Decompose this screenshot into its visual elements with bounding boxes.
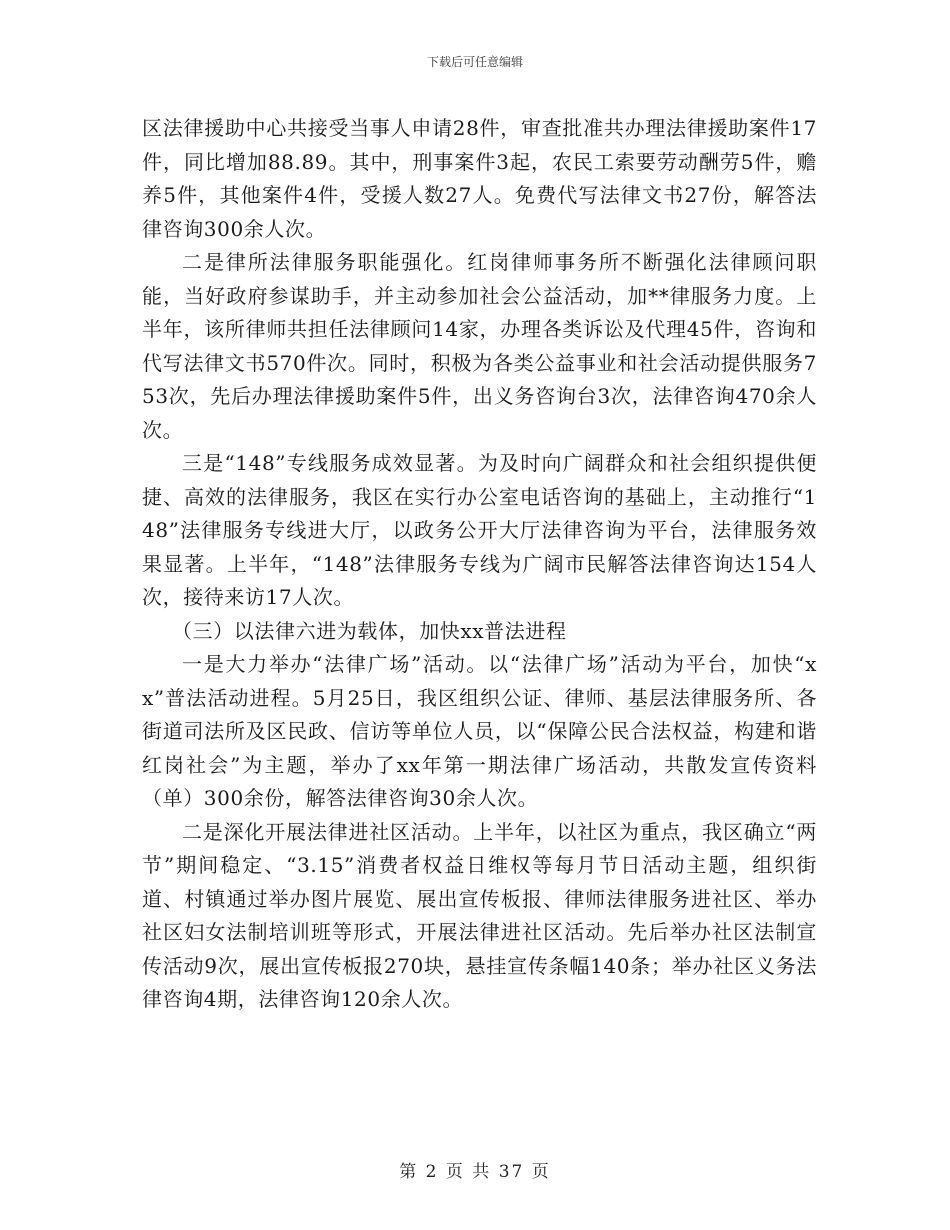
page-footer-number: 第 2 页 共 37 页 [399, 1162, 551, 1182]
paragraph-148-hotline: 三是“148”专线服务成效显著。为及时向广阔群众和社会组织提供便捷、高效的法律服务，我区在实行办公室电话咨询的基础上，主动推行“148”法律服务专线进大厅，以政务公开大厅法律咨询为平台，法律服务效果显著。上半年，“148”法律服务专线为广阔市民解答法律咨询达154人次，接待来访17人次。 [142, 451, 817, 609]
paragraph-legal-aid-center: 区法律援助中心共接受当事人申请28件，审查批准共办理法律援助案件17件，同比增加88.89。其中，刑事案件3起，农民工索要劳动酬劳5件，赡养5件，其他案件4件，受援人数27人。免费代写法律文书27份，解答法律咨询300余人次。 [142, 116, 817, 241]
paragraph-law-square: 一是大力举办“法律广场”活动。以“法律广场”活动为平台，加快“xx”普法活动进程。5月25日，我区组织公证、律师、基层法律服务所、各街道司法所及区民政、信访等单位人员，以“保障公民合法权益，构建和谐红岗社会”为主题，举办了xx年第一期法律广场活动，共散发宣传资料（单）300余份，解答法律咨询30余人次。 [142, 652, 817, 810]
page-header-note: 下载后可任意编辑 [426, 55, 523, 69]
document-body [142, 112, 817, 1017]
paragraph-law-firm-services: 二是律所法律服务职能强化。红岗律师事务所不断强化法律顾问职能，当好政府参谋助手，并主动参加社会公益活动，加**律服务力度。上半年，该所律师共担任法律顾问14家，办理各类诉讼及代理45件，咨询和代写法律文书570件次。同时，积极为各类公益事业和社会活动提供服务753次，先后办理法律援助案件5件，出义务咨询台3次，法律咨询470余人次。 [142, 250, 817, 442]
section-heading-three: （三）以法律六进为载体，加快xx普法进程 [172, 618, 567, 643]
paragraph-law-community: 二是深化开展法律进社区活动。上半年，以社区为重点，我区确立“两节”期间稳定、“3.15”消费者权益日维权等每月节日活动主题，组织街道、村镇通过举办图片展览、展出宣传板报、律师法律服务进社区、举办社区妇女法制培训班等形式，开展法律进社区活动。先后举办社区法制宣传活动9次，展出宣传板报270块，悬挂宣传条幅140条；举办社区义务法律咨询4期，法律咨询120余人次。 [142, 819, 817, 1011]
